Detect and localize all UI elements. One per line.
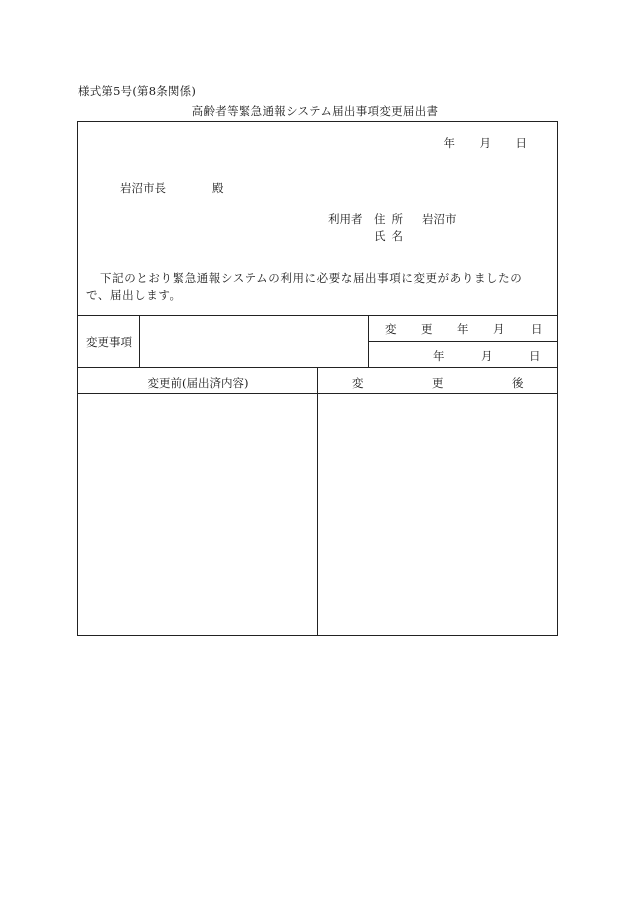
applicant-label: 利用者 (328, 212, 363, 226)
addressee-honorific: 殿 (212, 181, 224, 195)
change-day-label: 日 (531, 322, 543, 336)
change-month-label: 月 (493, 322, 505, 336)
change-kou-label: 更 (421, 322, 433, 336)
item-label-divider (139, 315, 140, 367)
second-year-label: 年 (433, 349, 445, 363)
body-text: 下記のとおり緊急通報システムの利用に必要な届出事項に変更がありましたので、届出します。 (86, 271, 523, 302)
form-title: 高齢者等緊急通報システム届出事項変更届出書 (191, 104, 439, 118)
before-header: 変更前(届出済内容) (147, 376, 249, 390)
change-date (385, 321, 543, 337)
change-hen-label: 変 (385, 322, 397, 336)
form-frame (77, 121, 558, 636)
second-month-label: 月 (481, 349, 493, 363)
change-item-label: 変更事項 (86, 335, 132, 349)
after-hen-label: 変 (352, 376, 364, 390)
addressee-name: 岩沼市長 (120, 181, 166, 195)
change-year-label: 年 (457, 322, 469, 336)
date-day-label: 日 (515, 136, 527, 150)
second-day-label: 日 (529, 349, 541, 363)
after-header (352, 375, 524, 391)
addressee (120, 180, 224, 196)
table-top-rule (78, 315, 557, 316)
before-after-divider (317, 367, 318, 635)
name-label: 氏名 (374, 229, 409, 243)
address-value: 岩沼市 (422, 212, 457, 226)
after-go-label: 後 (512, 376, 524, 390)
date-month-label: 月 (479, 136, 491, 150)
date-year-label: 年 (443, 136, 455, 150)
form-number: 様式第5号(第8条関係) (78, 84, 197, 98)
date-row-divider (368, 341, 557, 342)
after-kou-label: 更 (432, 376, 444, 390)
submission-date (444, 135, 528, 151)
address-label: 住所 (374, 212, 409, 226)
second-date (433, 348, 541, 364)
